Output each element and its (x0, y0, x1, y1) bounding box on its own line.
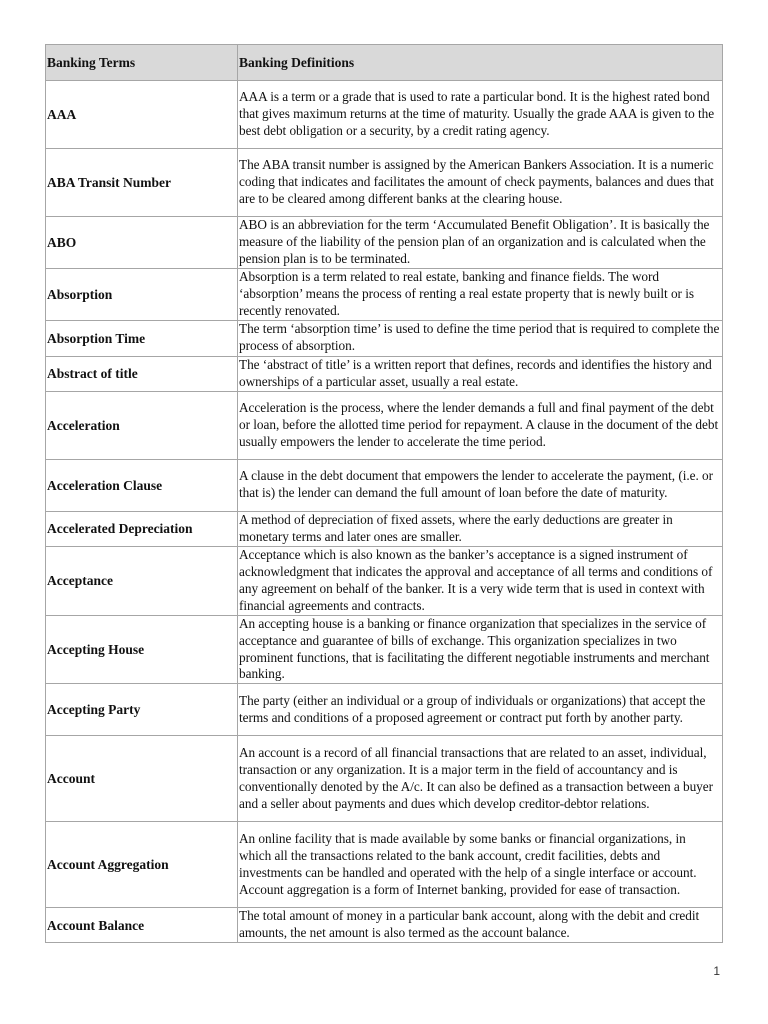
table-row (46, 356, 723, 391)
definition-cell: Acceptance which is also known as the banker’s acceptance is a signed instrument of acknowledgment that indicates the approval and acceptance of all terms and conditions of any agreement on behalf of the banker. It is a very wide term that is used in context with financial agreements and contracts. (238, 546, 723, 615)
definition-cell: A method of depreciation of fixed assets, where the early deductions are greater in monetary terms and later ones are smaller. (238, 511, 723, 546)
table-row (46, 320, 723, 356)
term-cell: Accelerated Depreciation (46, 511, 238, 546)
term-cell: Absorption Time (46, 320, 238, 356)
term-cell: Acceleration Clause (46, 459, 238, 511)
header-banking-definitions: Banking Definitions (238, 45, 723, 81)
term-cell: Account Balance (46, 908, 238, 943)
table-header-row (46, 45, 723, 81)
table-row (46, 908, 723, 943)
table-row (46, 149, 723, 217)
table-row (46, 511, 723, 546)
definition-cell: Acceleration is the process, where the lender demands a full and final payment of the debt or loan, before the allotted time period for repayment. A clause in the document of the debt usually empowers the lender to accelerate the time period. (238, 391, 723, 459)
term-cell: Acceleration (46, 391, 238, 459)
definition-cell: An online facility that is made available by some banks or financial organizations, in which all the transactions related to the bank account, credit facilities, debts and investments can be handled and operated with the help of a single interface or account. Account aggregation is a form of Internet banking, provided for ease of transaction. (238, 822, 723, 908)
table-row (46, 684, 723, 736)
table-row (46, 269, 723, 321)
table-row (46, 391, 723, 459)
banking-terms-table (45, 44, 723, 943)
table-row (46, 546, 723, 615)
term-cell: AAA (46, 81, 238, 149)
term-cell: Abstract of title (46, 356, 238, 391)
definition-cell: Absorption is a term related to real estate, banking and finance fields. The word ‘absorption’ means the process of renting a real estate property that is newly built or is recently renovated. (238, 269, 723, 321)
term-cell: ABA Transit Number (46, 149, 238, 217)
term-cell: Acceptance (46, 546, 238, 615)
definition-cell: AAA is a term or a grade that is used to rate a particular bond. It is the highest rated bond that gives maximum returns at the time of maturity. Usually the grade AAA is given to the best debt obligation or a security, by a credit rating agency. (238, 81, 723, 149)
table-row (46, 736, 723, 822)
table-row (46, 615, 723, 684)
definition-cell: A clause in the debt document that empowers the lender to accelerate the payment, (i.e. or that is) the lender can demand the full amount of loan before the date of maturity. (238, 459, 723, 511)
table-row (46, 459, 723, 511)
definition-cell: The term ‘absorption time’ is used to define the time period that is required to complete the process of absorption. (238, 320, 723, 356)
definition-cell: The ‘abstract of title’ is a written report that defines, records and identifies the history and ownerships of a particular asset, usually a real estate. (238, 356, 723, 391)
definition-cell: The total amount of money in a particular bank account, along with the debit and credit amounts, the net amount is also termed as the account balance. (238, 908, 723, 943)
definition-cell: ABO is an abbreviation for the term ‘Accumulated Benefit Obligation’. It is basically the measure of the liability of the pension plan of an organization and is calculated when the pension plan is to be terminated. (238, 217, 723, 269)
page-number: 1 (713, 964, 720, 978)
table-row (46, 81, 723, 149)
term-cell: Accepting House (46, 615, 238, 684)
definition-cell: The party (either an individual or a group of individuals or organizations) that accept the terms and conditions of a proposed agreement or contract put forth by another party. (238, 684, 723, 736)
definition-cell: An accepting house is a banking or finance organization that specializes in the service of acceptance and guarantee of bills of exchange. This organization specializes in two prominent functions, that is facilitating the different negotiable instruments and merchant banking. (238, 615, 723, 684)
table-row (46, 822, 723, 908)
definition-cell: An account is a record of all financial transactions that are related to an asset, individual, transaction or any organization. It is a major term in the field of accountancy and is conventionally denoted by the A/c. It can also be defined as a transaction between a buyer and a seller about payments and dues which develop creditor-debtor relations. (238, 736, 723, 822)
term-cell: Account (46, 736, 238, 822)
table-row (46, 217, 723, 269)
header-banking-terms: Banking Terms (46, 45, 238, 81)
term-cell: Absorption (46, 269, 238, 321)
definition-cell: The ABA transit number is assigned by the American Bankers Association. It is a numeric coding that indicates and facilitates the amount of check payments, balances and dues that are to be cleared among different banks at the clearing house. (238, 149, 723, 217)
term-cell: Accepting Party (46, 684, 238, 736)
term-cell: ABO (46, 217, 238, 269)
term-cell: Account Aggregation (46, 822, 238, 908)
